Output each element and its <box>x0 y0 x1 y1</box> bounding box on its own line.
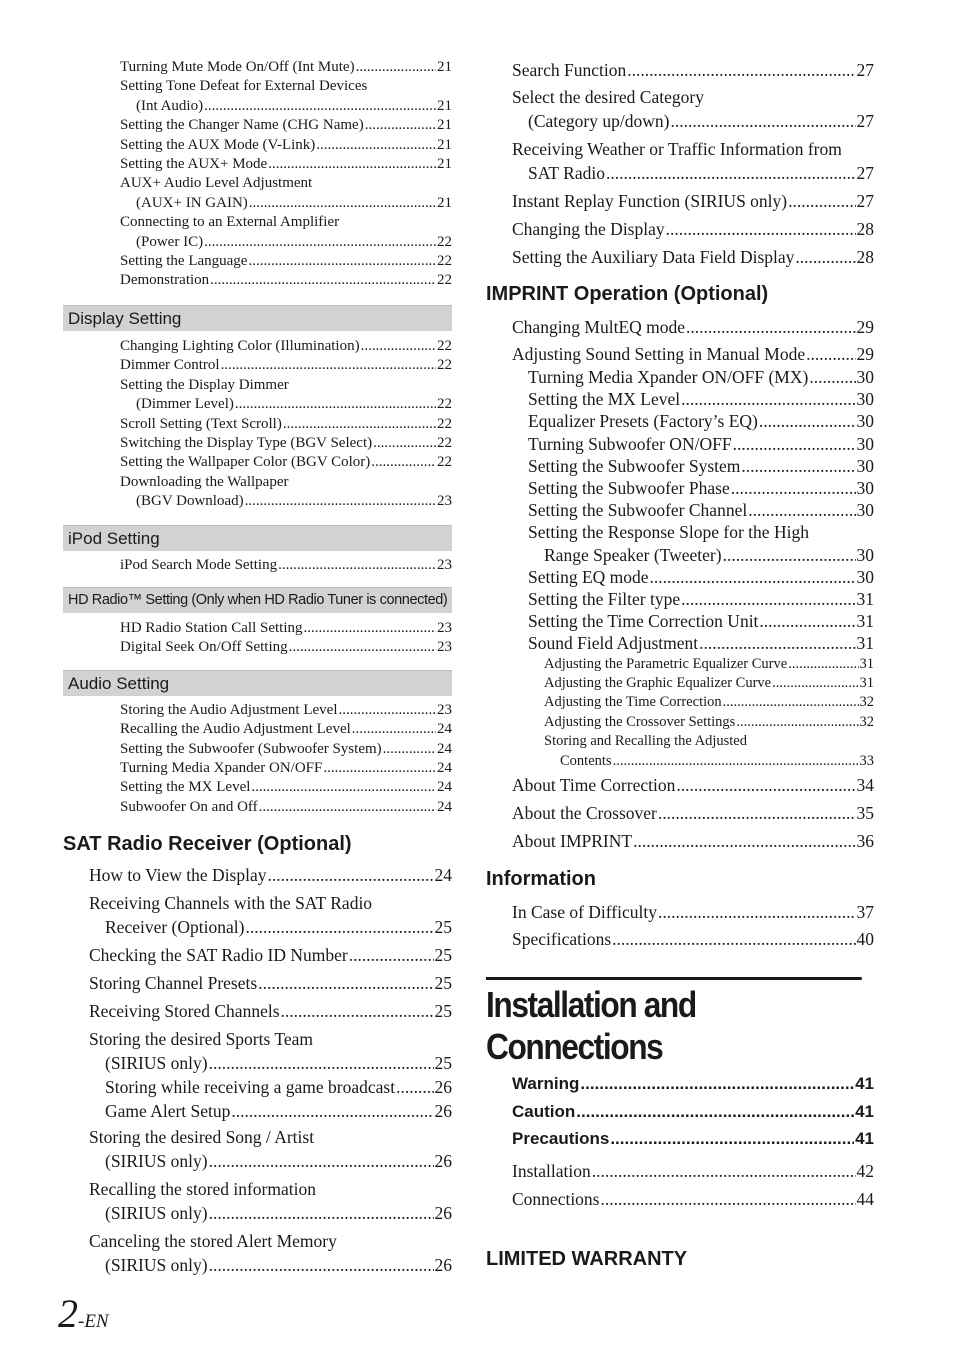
toc-sub-entry[interactable]: Sound Field Adjustment ..... 31 <box>528 632 874 654</box>
toc-entry-first-line[interactable]: Recalling the stored information <box>89 1179 316 1200</box>
toc-entry[interactable]: Receiver (Optional) ..... 25 <box>89 915 452 939</box>
information-heading: Information <box>486 868 596 891</box>
toc-entry[interactable]: About IMPRINT ..... 36 <box>512 829 874 853</box>
page-number-suffix: -EN <box>78 1311 109 1332</box>
toc-entry[interactable]: (AUX+ IN GAIN) ..... 21 <box>120 194 452 213</box>
toc-sub-entry[interactable]: Setting the Filter type ..... 31 <box>528 588 874 610</box>
toc-entry[interactable]: (Category up/down) ..... 27 <box>512 109 874 133</box>
toc-sub-entry[interactable]: Setting the Subwoofer Channel ..... 30 <box>528 499 874 521</box>
toc-entry[interactable]: Instant Replay Function (SIRIUS only) ..... 27 <box>512 189 874 213</box>
toc-entry[interactable]: Switching the Display Type (BGV Select) ..... 22 <box>120 434 452 453</box>
toc-sub-entry[interactable]: Storing while receiving a game broadcast ..... 26 <box>89 1075 452 1099</box>
right-column <box>486 58 874 1272</box>
toc-entry[interactable]: Changing Lighting Color (Illumination) ..... 22 <box>120 337 452 356</box>
toc-entry[interactable]: Precautions ..... 41 <box>512 1125 874 1153</box>
toc-entry[interactable]: (SIRIUS only) ..... 26 <box>89 1201 452 1225</box>
toc-entry[interactable]: About Time Correction ..... 34 <box>512 773 874 797</box>
toc-entry-first-line[interactable]: Setting Tone Defeat for External Devices <box>120 78 368 95</box>
toc-sub-entry[interactable]: Turning Subwoofer ON/OFF ..... 30 <box>528 433 874 455</box>
toc-entry[interactable]: Setting the Subwoofer (Subwoofer System) ..... 24 <box>120 740 452 759</box>
toc-entry[interactable]: Search Function ..... 27 <box>512 58 874 82</box>
top-list <box>63 58 452 291</box>
toc-entry[interactable]: Specifications ..... 40 <box>512 927 874 951</box>
toc-entry[interactable]: Setting the Auxiliary Data Field Display ..... 28 <box>512 245 874 269</box>
sat-radio-list <box>63 863 452 1277</box>
toc-entry[interactable]: Changing MultEQ mode ..... 29 <box>512 315 874 339</box>
toc-entry[interactable]: Turning Mute Mode On/Off (Int Mute) ..... 21 <box>120 58 452 77</box>
toc-entry[interactable]: Demonstration ..... 22 <box>120 271 452 290</box>
toc-entry[interactable]: Installation ..... 42 <box>512 1159 874 1183</box>
audio-setting-list <box>63 701 452 817</box>
toc-entry-first-line[interactable]: Storing the desired Sports Team <box>89 1029 313 1050</box>
information-list <box>486 900 874 951</box>
toc-entry[interactable]: How to View the Display ..... 24 <box>89 863 452 887</box>
toc-entry[interactable]: (Dimmer Level) ..... 22 <box>120 395 452 414</box>
toc-entry[interactable]: About the Crossover ..... 35 <box>512 801 874 825</box>
toc-entry[interactable]: Storing the Audio Adjustment Level ..... 23 <box>120 701 452 720</box>
toc-sub-entry[interactable]: Setting EQ mode ..... 30 <box>528 566 874 588</box>
toc-sub-entry[interactable]: Turning Media Xpander ON/OFF (MX) ..... 30 <box>528 366 874 388</box>
toc-sub-entry[interactable]: Game Alert Setup ..... 26 <box>89 1099 452 1123</box>
toc-entry[interactable]: Scroll Setting (Text Scroll) ..... 22 <box>120 415 452 434</box>
toc-entry-first-line[interactable]: Select the desired Category <box>512 87 704 107</box>
installation-bold-list <box>486 1070 874 1153</box>
page-number <box>58 1290 109 1337</box>
ipod-setting-list <box>63 556 452 575</box>
sat-radio-heading: SAT Radio Receiver (Optional) <box>63 833 352 856</box>
toc-entry[interactable]: Receiving Stored Channels ..... 25 <box>89 999 452 1023</box>
toc-entry[interactable]: Changing the Display ..... 28 <box>512 217 874 241</box>
left-column <box>63 58 452 1277</box>
toc-subsub-entry[interactable]: Adjusting the Time Correction ..... 32 <box>544 693 874 712</box>
toc-entry[interactable]: In Case of Difficulty ..... 37 <box>512 900 874 924</box>
toc-subsub-entry[interactable]: Adjusting the Graphic Equalizer Curve ..... 31 <box>544 674 874 693</box>
limited-warranty-heading[interactable]: LIMITED WARRANTY <box>486 1247 688 1270</box>
toc-entry[interactable]: Setting the AUX+ Mode ..... 21 <box>120 155 452 174</box>
toc-entry[interactable]: Checking the SAT Radio ID Number ..... 25 <box>89 943 452 967</box>
audio-setting-header: Audio Setting <box>63 670 452 696</box>
toc-entry-first-line[interactable]: Canceling the stored Alert Memory <box>89 1231 337 1252</box>
toc-entry[interactable]: Setting the Changer Name (CHG Name) ..... 21 <box>120 116 452 135</box>
toc-entry[interactable]: Setting the MX Level ..... 24 <box>120 778 452 797</box>
toc-entry[interactable]: Setting the AUX Mode (V-Link) ..... 21 <box>120 136 452 155</box>
toc-sub-entry[interactable]: Range Speaker (Tweeter) ..... 30 <box>528 544 874 566</box>
imprint-heading: IMPRINT Operation (Optional) <box>486 283 769 305</box>
imprint-list <box>486 315 874 853</box>
ipod-setting-header: iPod Setting <box>63 525 452 551</box>
toc-entry-first-line[interactable]: Downloading the Wallpaper <box>120 473 289 490</box>
installation-list <box>486 1159 874 1211</box>
toc-entry[interactable]: (Power IC) ..... 22 <box>120 233 452 252</box>
toc-entry[interactable]: Turning Media Xpander ON/OFF ..... 24 <box>120 759 452 778</box>
imprint-subsub-list <box>528 655 874 771</box>
toc-entry[interactable]: HD Radio Station Call Setting ..... 23 <box>120 619 452 638</box>
toc-subsub-entry[interactable]: Adjusting the Crossover Settings ..... 32 <box>544 713 874 732</box>
toc-entry-first-line[interactable]: Setting the Display Dimmer <box>120 376 289 393</box>
toc-entry[interactable]: Subwoofer On and Off ..... 24 <box>120 798 452 817</box>
toc-entry[interactable]: Warning ..... 41 <box>512 1070 874 1098</box>
page-number-value: 2 <box>58 1291 78 1336</box>
toc-sub-entry[interactable]: Setting the Subwoofer System ..... 30 <box>528 455 874 477</box>
toc-subsub-entry[interactable]: Contents ..... 33 <box>544 752 874 771</box>
display-setting-header: Display Setting <box>63 305 452 331</box>
imprint-sub-list <box>512 366 874 771</box>
toc-entry[interactable]: Recalling the Audio Adjustment Level ..... 24 <box>120 720 452 739</box>
toc-entry[interactable]: Digital Seek On/Off Setting ..... 23 <box>120 638 452 657</box>
toc-subsub-entry[interactable]: Adjusting the Parametric Equalizer Curve ..... 31 <box>544 655 874 674</box>
toc-entry[interactable]: Connections ..... 44 <box>512 1187 874 1211</box>
toc-entry[interactable]: (Int Audio) ..... 21 <box>120 97 452 116</box>
toc-entry-first-line[interactable]: Receiving Weather or Traffic Information from <box>512 139 842 159</box>
toc-sub-entry[interactable]: Setting the Time Correction Unit ..... 31 <box>528 610 874 632</box>
toc-entry[interactable]: SAT Radio ..... 27 <box>512 161 874 185</box>
toc-sub-entry[interactable]: Setting the Subwoofer Phase ..... 30 <box>528 477 874 499</box>
toc-entry-first-line[interactable]: Storing the desired Song / Artist <box>89 1127 315 1148</box>
toc-entry[interactable]: Setting the Wallpaper Color (BGV Color) ..... 22 <box>120 453 452 472</box>
toc-entry[interactable]: iPod Search Mode Setting ..... 23 <box>120 556 452 575</box>
toc-sub-entry[interactable]: Setting the MX Level ..... 30 <box>528 388 874 410</box>
toc-entry-first-line[interactable]: Setting the Response Slope for the High <box>528 522 809 543</box>
toc-entry-first-line[interactable]: AUX+ Audio Level Adjustment <box>120 175 313 192</box>
toc-entry-first-line[interactable]: Connecting to an External Amplifier <box>120 214 340 231</box>
toc-entry[interactable]: (SIRIUS only) ..... 25 <box>89 1051 452 1075</box>
toc-entry-first-line[interactable]: Storing and Recalling the Adjusted <box>544 733 747 750</box>
installation-heading: Installation and Connections <box>486 977 862 1068</box>
toc-entry-first-line[interactable]: Receiving Channels with the SAT Radio <box>89 893 373 914</box>
toc-entry[interactable]: (SIRIUS only) ..... 26 <box>89 1253 452 1277</box>
display-setting-list <box>63 337 452 512</box>
toc-entry[interactable]: (SIRIUS only) ..... 26 <box>89 1149 452 1173</box>
toc-sub-entry[interactable]: Equalizer Presets (Factory’s EQ) ..... 30 <box>528 410 874 432</box>
toc-entry[interactable]: (BGV Download) ..... 23 <box>120 492 452 511</box>
toc-entry[interactable]: Storing Channel Presets ..... 25 <box>89 971 452 995</box>
hd-radio-setting-list <box>63 619 452 658</box>
toc-entry[interactable]: Caution ..... 41 <box>512 1098 874 1126</box>
toc-entry[interactable]: Adjusting Sound Setting in Manual Mode ..... 29 <box>512 342 874 366</box>
toc-entry[interactable]: Dimmer Control ..... 22 <box>120 356 452 375</box>
right-top-list <box>486 58 874 269</box>
hd-radio-setting-header: HD Radio™ Setting (Only when HD Radio Tuner is connected) <box>63 587 452 613</box>
toc-entry[interactable]: Setting the Language ..... 22 <box>120 252 452 271</box>
